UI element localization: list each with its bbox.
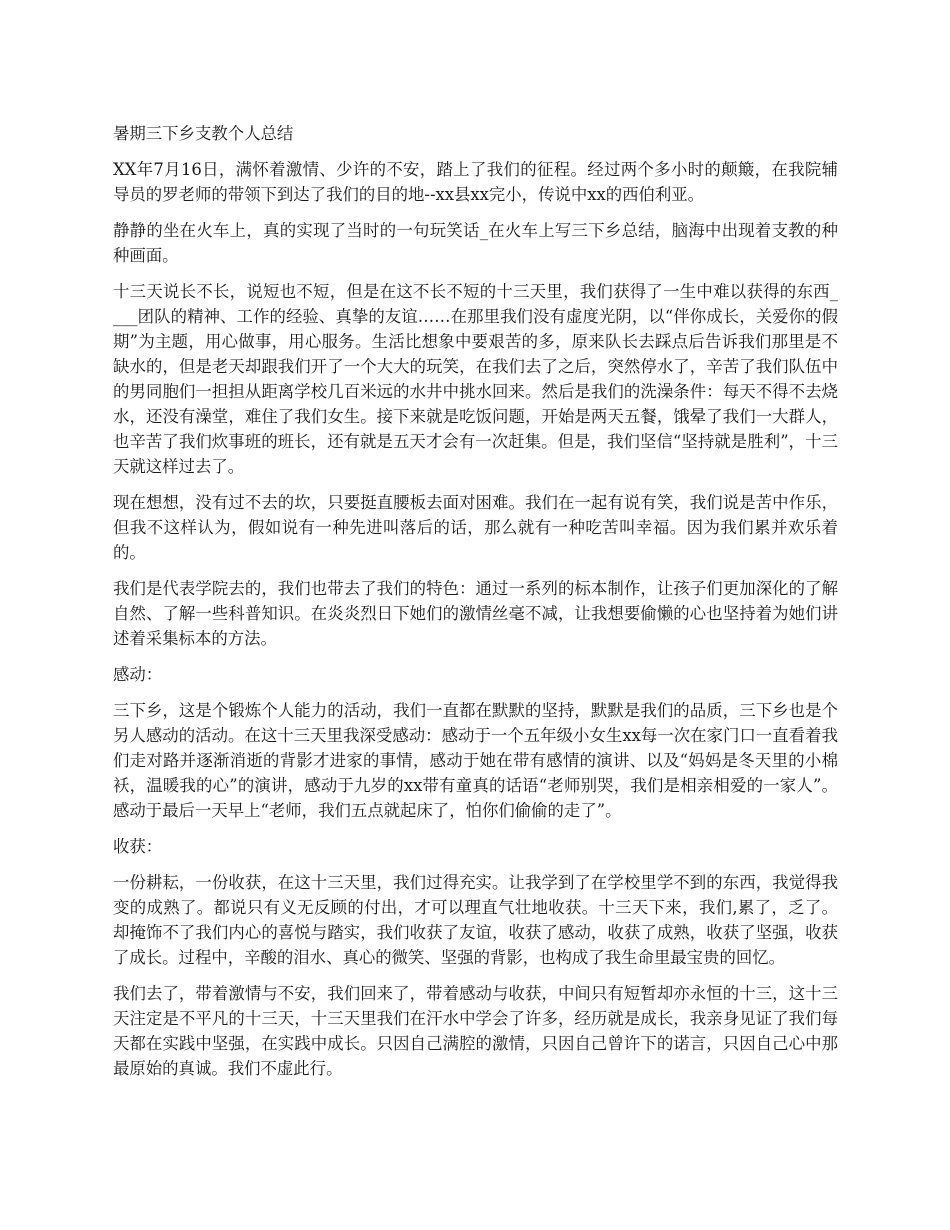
paragraph-specimens: 我们是代表学院去的，我们也带去了我们的特色：通过一系列的标本制作，让孩子们更加深化的了解自然、了解一些科普知识。在炎炎烈日下她们的激情丝毫不减，让我想要偷懒的心也坚持着为她们讲述着采集标本的方法。 bbox=[113, 579, 838, 648]
paragraph-intro: XX年7月16日，满怀着激情、少许的不安，踏上了我们的征程。经过两个多小时的颠簸，在我院辅导员的罗老师的带领下到达了我们的目的地--xx县xx完小，传说中xx的西伯利亚。 bbox=[113, 160, 838, 204]
paragraph-gains: 一份耕耘，一份收获，在这十三天里，我们过得充实。让我学到了在学校里学不到的东西，我觉得我变的成熟了。都说只有义无反顾的付出，才可以理直气壮地收获。十三天下来，我们,累了，乏了。却掩饰不了我们内心的喜悦与踏实，我们收获了友谊，收获了感动，收获了成熟，收获了坚强，收获了成长。过程中，辛酸的泪水、真心的微笑、坚强的背影，也构成了我生命里最宝贵的回忆。 bbox=[113, 873, 838, 967]
paragraph-reflection: 现在想想，没有过不去的坎，只要挺直腰板去面对困难。我们在一起有说有笑，我们说是苦中作乐，但我不这样认为，假如说有一种先进叫落后的话，那么就有一种吃苦叫幸福。因为我们累并欢乐着的。 bbox=[113, 493, 838, 562]
document-page bbox=[113, 121, 838, 1092]
paragraph-moved: 三下乡，这是个锻炼个人能力的活动，我们一直都在默默的坚持，默默是我们的品质，三下乡也是个另人感动的活动。在这十三天里我深受感动：感动于一个五年级小女生xx每一次在家门口一直看着我们走对路并逐渐消逝的背影才进家的事情，感动于她在带有感情的演讲、以及“妈妈是冬天里的小棉袄，温暖我的心”的演讲，感动于九岁的xx带有童真的话语“老师别哭，我们是相亲相爱的一家人”。感动于最后一天早上“老师，我们五点就起床了，怕你们偷偷的走了”。 bbox=[113, 701, 838, 820]
paragraph-train: 静静的坐在火车上，真的实现了当时的一句玩笑话_在火车上写三下乡总结，脑海中出现着支教的种种画面。 bbox=[113, 221, 838, 265]
section-heading-gains: 收获： bbox=[113, 837, 163, 856]
document-title: 暑期三下乡支教个人总结 bbox=[113, 124, 294, 143]
paragraph-conclusion: 我们去了，带着激情与不安，我们回来了，带着感动与收获，中间只有短暂却亦永恒的十三，这十三天注定是不平凡的十三天，十三天里我们在汗水中学会了许多，经历就是成长，我亲身见证了我们每天都在实践中坚强，在实践中成长。只因自己满腔的激情，只因自己曾许下的诺言，只因自己心中那最原始的真诚。我们不虚此行。 bbox=[113, 984, 838, 1078]
section-heading-moved: 感动： bbox=[113, 665, 163, 684]
paragraph-thirteen-days: 十三天说长不长，说短也不短，但是在这不长不短的十三天里，我们获得了一生中难以获得的东西_ ___团队的精神、工作的经验、真挚的友谊……在那里我们没有虚度光阴，以“伴你成长，关爱你的假期”为主题，用心做事，用心服务。生活比想象中要艰苦的多，原来队长去踩点后告诉我们那里是不缺水的，但是老天却跟我们开了一个大大的玩笑，在我们去了之后，突然停水了，辛苦了我们队伍中的男同胞们一担担从距离学校几百米远的水井中挑水回来。然后是我们的洗澡条件：每天不得不去烧水，还没有澡堂，难住了我们女生。接下来就是吃饭问题，开始是两天五餐，饿晕了我们一大群人，也辛苦了我们炊事班的班长，还有就是五天才会有一次赶集。但是，我们坚信“坚持就是胜利”，十三天就这样过去了。 bbox=[113, 282, 838, 476]
